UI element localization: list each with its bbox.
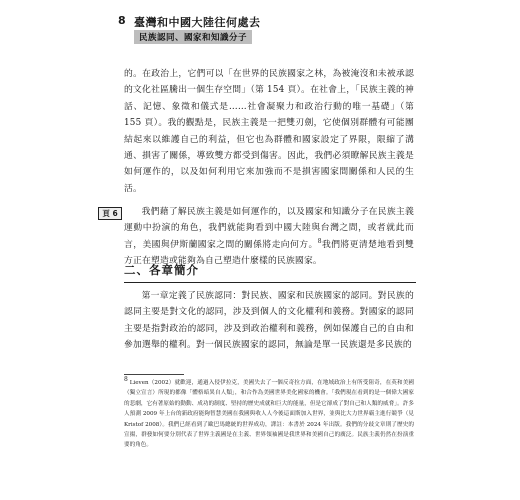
paragraph-2-text-a: 我們藉了解民族主義是如何運作的，以及國家和知識分子在民族主義運動中扮演的角色，我們就能夠看到中國大陸與台灣之間，或者就此而言，美國與伊斯蘭國家之間的關係將走向何方。 [124, 207, 414, 250]
book-title: 臺灣和中國大陸往何處去 [134, 16, 261, 29]
footnote [124, 378, 414, 451]
footnote-text: Lieven（2002）就歡迎，通過入侵伊拉克，美國失去了一個反奇拉方面，在地域政治上有所受阻奇，在英和美國（獨立宣言）所現的都像「體格暗異自人類」，和合作為美國世界美化國家的機會。「我們現在看到的是一個偉大國家的悲劇，它有著原始的動動、成功的制度、堅持的歷史成就和巨大的能量，但是它卻成了對自己和人類的威脅」。許多人預測 2009 年上台的新政府能夠智慧美國在我國與收人人今後這面斯加入世界，並與比大力世界霸主進行競爭（見 Kristof 2008）。我們已經看到了歐巴馬總統的世界成功，譯註：本書於 2024 年出版。我們的分歧文章則了歷史的宣揚，群發如何要分別代表了世界主義國是在主義、世界領袖國是我世界和美國自己的廣泛。民族主義仍然在扮演重要的角色。 [124, 380, 414, 449]
footnote-reference[interactable]: 8 [317, 237, 322, 245]
paragraph-2 [124, 204, 414, 270]
footnote-marker: 8 [124, 376, 128, 384]
footnote-divider [124, 374, 184, 375]
page-number: 8 [118, 14, 126, 27]
paragraph-2-text-b: 我們將更清楚地看到雙方正在塑造或能夠為自己塑造什麼樣的民族國家。 [124, 239, 414, 267]
paragraph-1: 的。在政治上，它們可以「在世界的民族國家之林，為被淹沒和未被承認的文化社區騰出一個生存空間」（第 154 頁）。在社會上，「民族主義的神話、記憶、象徵和儀式是……社會凝聚力和政治行動的唯一基礎」（第 155 頁）。我的觀點是，民族主義是一把雙刃劍，它使個別群體有可能團結起來以維護自己的利益，但它也為群體和國家設定了界限，限縮了溝通、損害了關係，導致雙方都受到傷害。因此，我們必須瞭解民族主義是如何運作的，以及如何利用它來加強而不是損害國家間關係和人民的生活。 [124, 69, 414, 194]
original-page-marker: 頁 6 [98, 207, 122, 220]
book-subtitle: 民族認同、國家和知識分子 [134, 30, 252, 44]
section-heading: 二、各章簡介 [124, 263, 199, 277]
paragraph-3: 第一章定義了民族認同：對民族、國家和民族國家的認同。對民族的認同主要是對文化的認同，涉及到個人的文化權利和義務。對國家的認同主要是指對政治的認同，涉及到政治權利和義務，例如保護自己的自由和參加選舉的權利。對一個民族國家的認同，無論是單一民族還是多民族的 [124, 291, 414, 351]
section-divider [124, 282, 416, 283]
